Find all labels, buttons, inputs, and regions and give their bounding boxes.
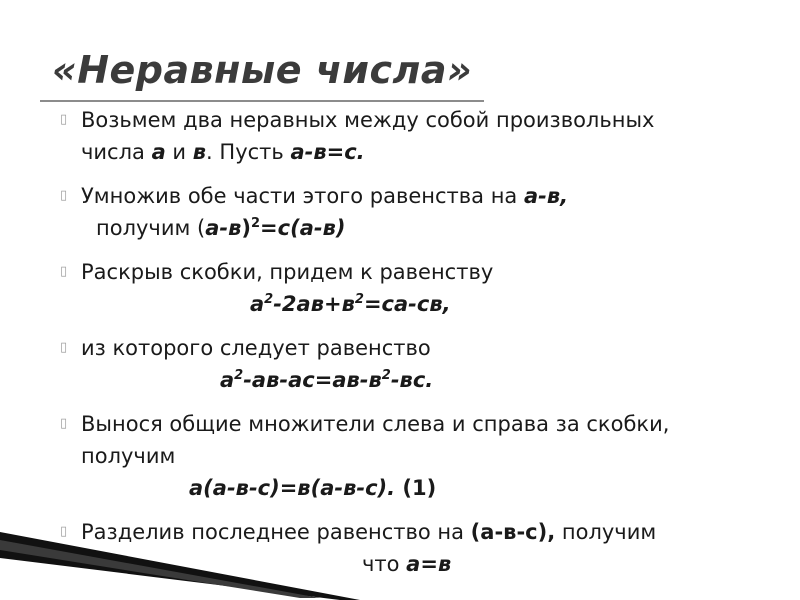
bullet-icon: ▯ [60,264,68,279]
bullet-icon: ▯ [60,188,68,203]
line-text: Возьмем два неравных между собой произвольных [81,108,655,132]
line-text: числа а и в. Пусть а-в=с. [81,140,365,164]
bullet-line-2 [60,180,760,212]
formula-text: $а^2-2ав+в^2=са-св$, [250,292,451,316]
line-text: Вынося общие множители слева и справа за скобки, [81,412,670,436]
bullet-line-1-cont [60,136,760,168]
bullet-icon: ▯ [60,416,68,431]
formula-text: а(а-в-с)=в(а-в-с). (1) [189,476,437,500]
bullet-line-2-cont [60,212,760,244]
line-text: Умножив обе части этого равенства на а-в, [81,184,569,208]
slide-title: «Неравные числа» [52,48,473,92]
line-text: получим $(а-в)^2=с(а-в)$ [96,216,346,240]
formula-text: $а^2-ав-ас=ав-в^2-вс$. [220,368,434,392]
line-text: получим [81,444,176,468]
line-text: Раскрыв скобки, придем к равенству [81,260,494,284]
decorative-wedge [0,480,800,600]
bullet-icon: ▯ [60,112,68,127]
formula-line-2 [60,364,760,396]
bullet-line-4 [60,332,760,364]
wedge-shape [0,532,360,600]
bullet-line-1 [60,104,760,136]
line-text: что а=в [362,552,452,576]
bullet-line-5 [60,408,760,440]
formula-line-1 [60,288,760,320]
bullet-line-3 [60,256,760,288]
title-underline [40,100,484,102]
bullet-icon: ▯ [60,340,68,355]
line-text: Разделив последнее равенство на (а-в-с), получим [81,520,657,544]
bullet-line-5-cont [60,440,760,472]
bullet-icon: ▯ [60,524,68,539]
line-text: из которого следует равенство [81,336,431,360]
